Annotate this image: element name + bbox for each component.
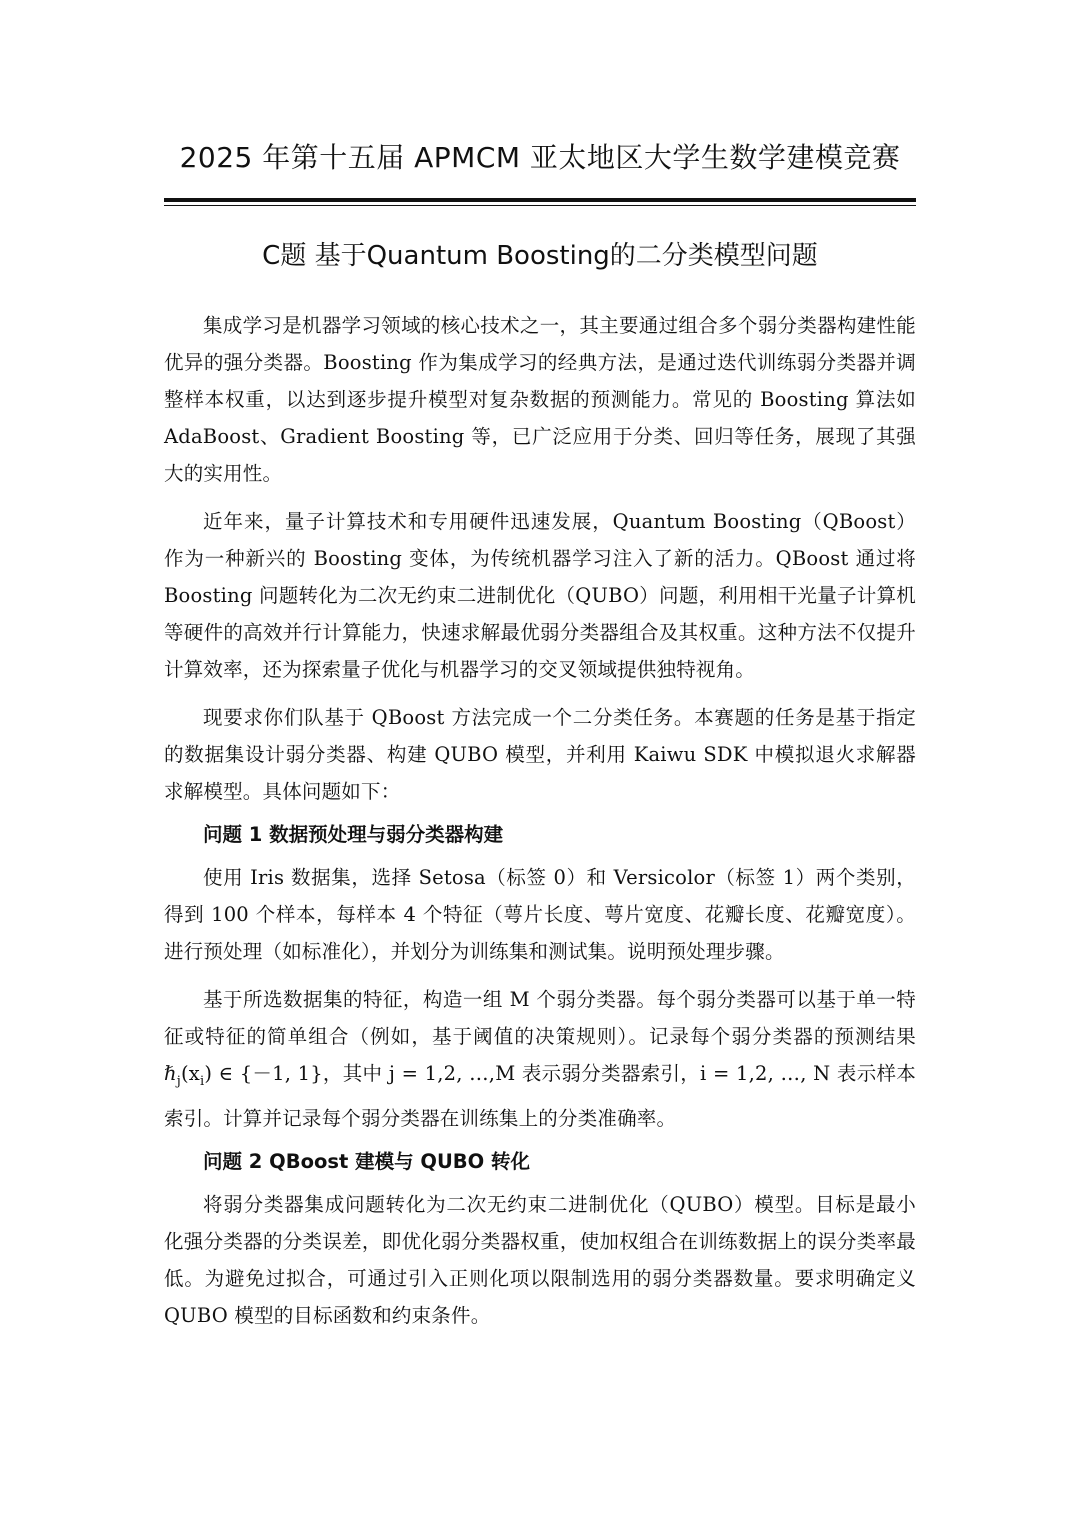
question-1-paragraph-1: 使用 Iris 数据集，选择 Setosa（标签 0）和 Versicolor（标签 1）两个类别，得到 100 个样本，每样本 4 个特征（萼片长度、萼片宽度、花瓣长度、花瓣宽度）。进行预处理（如标准化），并划分为训练集和测试集。说明预处理步骤。 (164, 866, 916, 963)
header-rule-thin (164, 205, 916, 206)
q1-p2-text-b: ) ∈ {－1, 1}，其中 j = 1,2, …,M 表示弱分类器索引，i = 1,2, …, N 表示样本索引。计算并记录每个弱分类器在训练集上的分类准确率。 (164, 1062, 916, 1130)
subscript-i: i (200, 1073, 205, 1089)
intro-paragraph-3: 现要求你们队基于 QBoost 方法完成一个二分类任务。本赛题的任务是基于指定的数据集设计弱分类器、构建 QUBO 模型，并利用 Kaiwu SDK 中模拟退火求解器求解模型。具体问题如下： (164, 706, 916, 803)
question-2-paragraph-1: 将弱分类器集成问题转化为二次无约束二进制优化（QUBO）模型。目标是最小化强分类器的分类误差，即优化弱分类器权重，使加权组合在训练数据上的误分类率最低。为避免过拟合，可通过引入正则化项以限制选用的弱分类器数量。要求明确定义 QUBO 模型的目标函数和约束条件。 (164, 1192, 916, 1327)
subscript-j: j (176, 1073, 181, 1089)
hbar-symbol: ℏ (164, 1062, 177, 1085)
question-2-heading: 问题 2 QBoost 建模与 QUBO 转化 (203, 1149, 531, 1173)
intro-paragraph-1: 集成学习是机器学习领域的核心技术之一，其主要通过组合多个弱分类器构建性能优异的强分类器。Boosting 作为集成学习的经典方法，是通过迭代训练弱分类器并调整样本权重，以达到逐步提升模型对复杂数据的预测能力。常见的 Boosting 算法如 AdaBoost、Gradient Boosting 等，已广泛应用于分类、回归等任务，展现了其强大的实用性。 (164, 314, 916, 485)
header-rule-thick (164, 198, 916, 202)
document-body (164, 307, 916, 1345)
intro-paragraph-2: 近年来，量子计算技术和专用硬件迅速发展，Quantum Boosting（QBoost）作为一种新兴的 Boosting 变体，为传统机器学习注入了新的活力。QBoost 通过将 Boosting 问题转化为二次无约束二进制优化（QUBO）问题，利用相干光量子计算机等硬件的高效并行计算能力，快速求解最优弱分类器组合及其权重。这种方法不仅提升计算效率，还为探索量子优化与机器学习的交叉领域提供独特视角。 (164, 510, 916, 681)
q1-p2-x: (x (181, 1062, 201, 1085)
competition-title: 2025 年第十五届 APMCM 亚太地区大学生数学建模竞赛 (179, 141, 901, 174)
problem-title: C题 基于Quantum Boosting的二分类模型问题 (262, 241, 818, 271)
question-1-heading: 问题 1 数据预处理与弱分类器构建 (203, 823, 504, 846)
q1-p2-text-a: 基于所选数据集的特征，构造一组 M 个弱分类器。每个弱分类器可以基于单一特征或特征的简单组合（例如，基于阈值的决策规则）。记录每个弱分类器的预测结果 (164, 988, 916, 1048)
question-1-paragraph-2 (164, 981, 916, 1137)
